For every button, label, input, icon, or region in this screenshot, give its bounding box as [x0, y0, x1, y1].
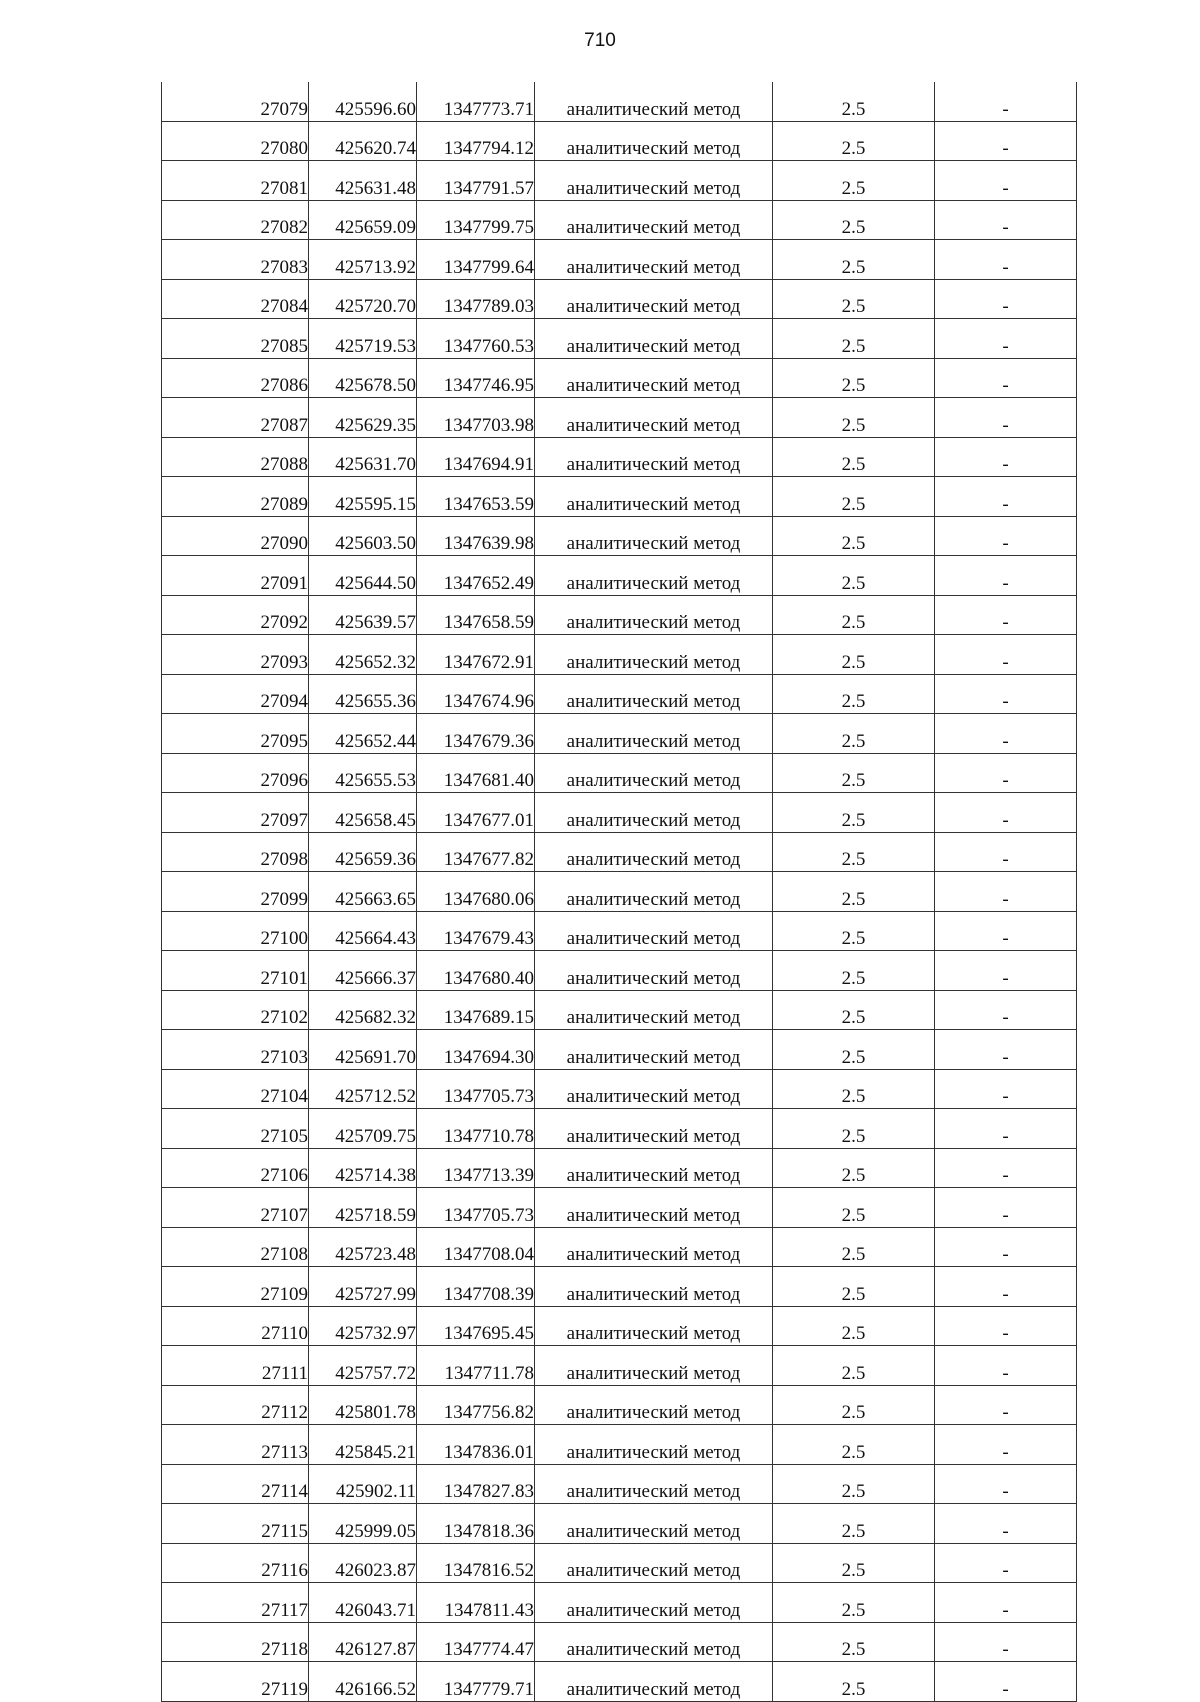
accuracy-cell: 2.5 — [773, 793, 935, 833]
point-number-cell: 27091 — [162, 556, 309, 596]
method-cell: аналитический метод — [535, 1425, 773, 1465]
note-cell: - — [935, 753, 1077, 793]
table-row — [162, 1622, 1077, 1662]
table-row — [162, 674, 1077, 714]
y-coordinate-cell: 1347779.71 — [417, 1662, 535, 1702]
point-number-cell: 27107 — [162, 1188, 309, 1228]
x-coordinate-cell: 426127.87 — [309, 1622, 417, 1662]
method-cell: аналитический метод — [535, 872, 773, 912]
note-cell: - — [935, 279, 1077, 319]
table-row — [162, 1306, 1077, 1346]
y-coordinate-cell: 1347680.06 — [417, 872, 535, 912]
method-cell: аналитический метод — [535, 1662, 773, 1702]
point-number-cell: 27108 — [162, 1227, 309, 1267]
note-cell: - — [935, 595, 1077, 635]
accuracy-cell: 2.5 — [773, 82, 935, 121]
note-cell: - — [935, 1662, 1077, 1702]
y-coordinate-cell: 1347653.59 — [417, 477, 535, 517]
x-coordinate-cell: 425595.15 — [309, 477, 417, 517]
accuracy-cell: 2.5 — [773, 674, 935, 714]
note-cell: - — [935, 516, 1077, 556]
table-row — [162, 1385, 1077, 1425]
point-number-cell: 27087 — [162, 398, 309, 438]
table-row — [162, 1425, 1077, 1465]
table-row — [162, 1583, 1077, 1623]
y-coordinate-cell: 1347694.30 — [417, 1030, 535, 1070]
point-number-cell: 27106 — [162, 1148, 309, 1188]
x-coordinate-cell: 425714.38 — [309, 1148, 417, 1188]
accuracy-cell: 2.5 — [773, 161, 935, 201]
method-cell: аналитический метод — [535, 1346, 773, 1386]
accuracy-cell: 2.5 — [773, 200, 935, 240]
y-coordinate-cell: 1347679.43 — [417, 911, 535, 951]
y-coordinate-cell: 1347816.52 — [417, 1543, 535, 1583]
x-coordinate-cell: 425659.36 — [309, 832, 417, 872]
y-coordinate-cell: 1347705.73 — [417, 1188, 535, 1228]
method-cell: аналитический метод — [535, 437, 773, 477]
accuracy-cell: 2.5 — [773, 635, 935, 675]
y-coordinate-cell: 1347708.04 — [417, 1227, 535, 1267]
x-coordinate-cell: 426043.71 — [309, 1583, 417, 1623]
note-cell: - — [935, 1583, 1077, 1623]
y-coordinate-cell: 1347677.82 — [417, 832, 535, 872]
note-cell: - — [935, 1464, 1077, 1504]
method-cell: аналитический метод — [535, 1464, 773, 1504]
y-coordinate-cell: 1347711.78 — [417, 1346, 535, 1386]
table-row — [162, 200, 1077, 240]
x-coordinate-cell: 425663.65 — [309, 872, 417, 912]
table-row — [162, 1662, 1077, 1702]
table-row — [162, 793, 1077, 833]
y-coordinate-cell: 1347827.83 — [417, 1464, 535, 1504]
table-row — [162, 753, 1077, 793]
method-cell: аналитический метод — [535, 358, 773, 398]
table-row — [162, 1030, 1077, 1070]
accuracy-cell: 2.5 — [773, 1385, 935, 1425]
accuracy-cell: 2.5 — [773, 1425, 935, 1465]
x-coordinate-cell: 425691.70 — [309, 1030, 417, 1070]
table-row — [162, 319, 1077, 359]
point-number-cell: 27114 — [162, 1464, 309, 1504]
method-cell: аналитический метод — [535, 1622, 773, 1662]
point-number-cell: 27115 — [162, 1504, 309, 1544]
x-coordinate-cell: 426166.52 — [309, 1662, 417, 1702]
y-coordinate-cell: 1347680.40 — [417, 951, 535, 991]
y-coordinate-cell: 1347658.59 — [417, 595, 535, 635]
note-cell: - — [935, 911, 1077, 951]
accuracy-cell: 2.5 — [773, 279, 935, 319]
accuracy-cell: 2.5 — [773, 1504, 935, 1544]
table-row — [162, 1543, 1077, 1583]
x-coordinate-cell: 425664.43 — [309, 911, 417, 951]
note-cell: - — [935, 358, 1077, 398]
accuracy-cell: 2.5 — [773, 556, 935, 596]
y-coordinate-cell: 1347713.39 — [417, 1148, 535, 1188]
note-cell: - — [935, 951, 1077, 991]
note-cell: - — [935, 832, 1077, 872]
x-coordinate-cell: 425713.92 — [309, 240, 417, 280]
method-cell: аналитический метод — [535, 714, 773, 754]
method-cell: аналитический метод — [535, 82, 773, 121]
note-cell: - — [935, 714, 1077, 754]
table-row — [162, 358, 1077, 398]
x-coordinate-cell: 425682.32 — [309, 990, 417, 1030]
accuracy-cell: 2.5 — [773, 1464, 935, 1504]
method-cell: аналитический метод — [535, 1030, 773, 1070]
point-number-cell: 27104 — [162, 1069, 309, 1109]
note-cell: - — [935, 1385, 1077, 1425]
note-cell: - — [935, 1622, 1077, 1662]
point-number-cell: 27083 — [162, 240, 309, 280]
y-coordinate-cell: 1347774.47 — [417, 1622, 535, 1662]
method-cell: аналитический метод — [535, 1227, 773, 1267]
note-cell: - — [935, 1346, 1077, 1386]
accuracy-cell: 2.5 — [773, 1662, 935, 1702]
method-cell: аналитический метод — [535, 595, 773, 635]
x-coordinate-cell: 425659.09 — [309, 200, 417, 240]
point-number-cell: 27095 — [162, 714, 309, 754]
accuracy-cell: 2.5 — [773, 1109, 935, 1149]
note-cell: - — [935, 1188, 1077, 1228]
point-number-cell: 27096 — [162, 753, 309, 793]
method-cell: аналитический метод — [535, 1188, 773, 1228]
note-cell: - — [935, 556, 1077, 596]
table-row — [162, 161, 1077, 201]
table-row — [162, 1148, 1077, 1188]
method-cell: аналитический метод — [535, 200, 773, 240]
accuracy-cell: 2.5 — [773, 911, 935, 951]
point-number-cell: 27093 — [162, 635, 309, 675]
accuracy-cell: 2.5 — [773, 398, 935, 438]
y-coordinate-cell: 1347652.49 — [417, 556, 535, 596]
note-cell: - — [935, 872, 1077, 912]
method-cell: аналитический метод — [535, 1306, 773, 1346]
point-number-cell: 27090 — [162, 516, 309, 556]
table-row — [162, 714, 1077, 754]
x-coordinate-cell: 425652.44 — [309, 714, 417, 754]
y-coordinate-cell: 1347791.57 — [417, 161, 535, 201]
x-coordinate-cell: 425727.99 — [309, 1267, 417, 1307]
point-number-cell: 27097 — [162, 793, 309, 833]
x-coordinate-cell: 425603.50 — [309, 516, 417, 556]
page-number: 710 — [584, 30, 616, 51]
note-cell: - — [935, 477, 1077, 517]
y-coordinate-cell: 1347681.40 — [417, 753, 535, 793]
table-row — [162, 872, 1077, 912]
accuracy-cell: 2.5 — [773, 1267, 935, 1307]
accuracy-cell: 2.5 — [773, 1227, 935, 1267]
table-row — [162, 437, 1077, 477]
point-number-cell: 27086 — [162, 358, 309, 398]
note-cell: - — [935, 161, 1077, 201]
note-cell: - — [935, 398, 1077, 438]
method-cell: аналитический метод — [535, 477, 773, 517]
point-number-cell: 27117 — [162, 1583, 309, 1623]
point-number-cell: 27088 — [162, 437, 309, 477]
y-coordinate-cell: 1347639.98 — [417, 516, 535, 556]
x-coordinate-cell: 425718.59 — [309, 1188, 417, 1228]
table-row — [162, 121, 1077, 161]
method-cell: аналитический метод — [535, 793, 773, 833]
y-coordinate-cell: 1347708.39 — [417, 1267, 535, 1307]
table-row — [162, 990, 1077, 1030]
method-cell: аналитический метод — [535, 279, 773, 319]
y-coordinate-cell: 1347811.43 — [417, 1583, 535, 1623]
table-row — [162, 1188, 1077, 1228]
accuracy-cell: 2.5 — [773, 872, 935, 912]
point-number-cell: 27111 — [162, 1346, 309, 1386]
method-cell: аналитический метод — [535, 319, 773, 359]
x-coordinate-cell: 425639.57 — [309, 595, 417, 635]
accuracy-cell: 2.5 — [773, 832, 935, 872]
point-number-cell: 27089 — [162, 477, 309, 517]
y-coordinate-cell: 1347818.36 — [417, 1504, 535, 1544]
y-coordinate-cell: 1347705.73 — [417, 1069, 535, 1109]
y-coordinate-cell: 1347773.71 — [417, 82, 535, 121]
y-coordinate-cell: 1347789.03 — [417, 279, 535, 319]
accuracy-cell: 2.5 — [773, 1148, 935, 1188]
note-cell: - — [935, 1425, 1077, 1465]
x-coordinate-cell: 425902.11 — [309, 1464, 417, 1504]
table-row — [162, 556, 1077, 596]
x-coordinate-cell: 425999.05 — [309, 1504, 417, 1544]
point-number-cell: 27080 — [162, 121, 309, 161]
point-number-cell: 27099 — [162, 872, 309, 912]
point-number-cell: 27105 — [162, 1109, 309, 1149]
table-row — [162, 279, 1077, 319]
accuracy-cell: 2.5 — [773, 753, 935, 793]
y-coordinate-cell: 1347672.91 — [417, 635, 535, 675]
note-cell: - — [935, 1543, 1077, 1583]
x-coordinate-cell: 425720.70 — [309, 279, 417, 319]
note-cell: - — [935, 319, 1077, 359]
y-coordinate-cell: 1347799.64 — [417, 240, 535, 280]
point-number-cell: 27081 — [162, 161, 309, 201]
note-cell: - — [935, 674, 1077, 714]
method-cell: аналитический метод — [535, 635, 773, 675]
note-cell: - — [935, 1306, 1077, 1346]
point-number-cell: 27082 — [162, 200, 309, 240]
point-number-cell: 27085 — [162, 319, 309, 359]
accuracy-cell: 2.5 — [773, 1069, 935, 1109]
accuracy-cell: 2.5 — [773, 714, 935, 754]
method-cell: аналитический метод — [535, 240, 773, 280]
method-cell: аналитический метод — [535, 121, 773, 161]
note-cell: - — [935, 200, 1077, 240]
method-cell: аналитический метод — [535, 1543, 773, 1583]
accuracy-cell: 2.5 — [773, 1543, 935, 1583]
point-number-cell: 27118 — [162, 1622, 309, 1662]
table-row — [162, 398, 1077, 438]
method-cell: аналитический метод — [535, 398, 773, 438]
x-coordinate-cell: 425658.45 — [309, 793, 417, 833]
y-coordinate-cell: 1347674.96 — [417, 674, 535, 714]
method-cell: аналитический метод — [535, 161, 773, 201]
note-cell: - — [935, 1148, 1077, 1188]
accuracy-cell: 2.5 — [773, 516, 935, 556]
accuracy-cell: 2.5 — [773, 240, 935, 280]
accuracy-cell: 2.5 — [773, 319, 935, 359]
x-coordinate-cell: 425620.74 — [309, 121, 417, 161]
y-coordinate-cell: 1347694.91 — [417, 437, 535, 477]
note-cell: - — [935, 635, 1077, 675]
table-body — [162, 82, 1077, 1701]
x-coordinate-cell: 425678.50 — [309, 358, 417, 398]
x-coordinate-cell: 425596.60 — [309, 82, 417, 121]
table-row — [162, 1227, 1077, 1267]
accuracy-cell: 2.5 — [773, 1188, 935, 1228]
table-row — [162, 1464, 1077, 1504]
note-cell: - — [935, 1030, 1077, 1070]
table-row — [162, 82, 1077, 121]
note-cell: - — [935, 1227, 1077, 1267]
method-cell: аналитический метод — [535, 753, 773, 793]
point-number-cell: 27094 — [162, 674, 309, 714]
x-coordinate-cell: 425757.72 — [309, 1346, 417, 1386]
method-cell: аналитический метод — [535, 951, 773, 991]
y-coordinate-cell: 1347677.01 — [417, 793, 535, 833]
method-cell: аналитический метод — [535, 832, 773, 872]
method-cell: аналитический метод — [535, 1385, 773, 1425]
accuracy-cell: 2.5 — [773, 990, 935, 1030]
note-cell: - — [935, 1109, 1077, 1149]
point-number-cell: 27119 — [162, 1662, 309, 1702]
method-cell: аналитический метод — [535, 1069, 773, 1109]
table-row — [162, 1504, 1077, 1544]
point-number-cell: 27112 — [162, 1385, 309, 1425]
accuracy-cell: 2.5 — [773, 1030, 935, 1070]
method-cell: аналитический метод — [535, 1109, 773, 1149]
table-row — [162, 477, 1077, 517]
y-coordinate-cell: 1347703.98 — [417, 398, 535, 438]
note-cell: - — [935, 990, 1077, 1030]
y-coordinate-cell: 1347760.53 — [417, 319, 535, 359]
x-coordinate-cell: 425801.78 — [309, 1385, 417, 1425]
point-number-cell: 27113 — [162, 1425, 309, 1465]
x-coordinate-cell: 425644.50 — [309, 556, 417, 596]
x-coordinate-cell: 425666.37 — [309, 951, 417, 991]
table-row — [162, 516, 1077, 556]
x-coordinate-cell: 425732.97 — [309, 1306, 417, 1346]
y-coordinate-cell: 1347794.12 — [417, 121, 535, 161]
accuracy-cell: 2.5 — [773, 477, 935, 517]
y-coordinate-cell: 1347756.82 — [417, 1385, 535, 1425]
x-coordinate-cell: 426023.87 — [309, 1543, 417, 1583]
method-cell: аналитический метод — [535, 556, 773, 596]
point-number-cell: 27084 — [162, 279, 309, 319]
accuracy-cell: 2.5 — [773, 121, 935, 161]
table-row — [162, 240, 1077, 280]
x-coordinate-cell: 425652.32 — [309, 635, 417, 675]
x-coordinate-cell: 425845.21 — [309, 1425, 417, 1465]
table-row — [162, 1069, 1077, 1109]
accuracy-cell: 2.5 — [773, 358, 935, 398]
point-number-cell: 27101 — [162, 951, 309, 991]
accuracy-cell: 2.5 — [773, 951, 935, 991]
y-coordinate-cell: 1347799.75 — [417, 200, 535, 240]
point-number-cell: 27110 — [162, 1306, 309, 1346]
point-number-cell: 27116 — [162, 1543, 309, 1583]
method-cell: аналитический метод — [535, 990, 773, 1030]
accuracy-cell: 2.5 — [773, 437, 935, 477]
table-row — [162, 832, 1077, 872]
method-cell: аналитический метод — [535, 674, 773, 714]
x-coordinate-cell: 425709.75 — [309, 1109, 417, 1149]
accuracy-cell: 2.5 — [773, 1346, 935, 1386]
note-cell: - — [935, 793, 1077, 833]
x-coordinate-cell: 425631.70 — [309, 437, 417, 477]
point-number-cell: 27079 — [162, 82, 309, 121]
method-cell: аналитический метод — [535, 911, 773, 951]
y-coordinate-cell: 1347710.78 — [417, 1109, 535, 1149]
note-cell: - — [935, 82, 1077, 121]
y-coordinate-cell: 1347679.36 — [417, 714, 535, 754]
method-cell: аналитический метод — [535, 1267, 773, 1307]
note-cell: - — [935, 240, 1077, 280]
method-cell: аналитический метод — [535, 516, 773, 556]
coordinates-table — [161, 82, 1077, 1702]
x-coordinate-cell: 425719.53 — [309, 319, 417, 359]
y-coordinate-cell: 1347746.95 — [417, 358, 535, 398]
y-coordinate-cell: 1347689.15 — [417, 990, 535, 1030]
point-number-cell: 27100 — [162, 911, 309, 951]
x-coordinate-cell: 425629.35 — [309, 398, 417, 438]
point-number-cell: 27109 — [162, 1267, 309, 1307]
table-row — [162, 1109, 1077, 1149]
note-cell: - — [935, 1267, 1077, 1307]
y-coordinate-cell: 1347836.01 — [417, 1425, 535, 1465]
x-coordinate-cell: 425631.48 — [309, 161, 417, 201]
x-coordinate-cell: 425655.36 — [309, 674, 417, 714]
accuracy-cell: 2.5 — [773, 1583, 935, 1623]
accuracy-cell: 2.5 — [773, 1306, 935, 1346]
table-row — [162, 1267, 1077, 1307]
y-coordinate-cell: 1347695.45 — [417, 1306, 535, 1346]
note-cell: - — [935, 437, 1077, 477]
x-coordinate-cell: 425655.53 — [309, 753, 417, 793]
point-number-cell: 27103 — [162, 1030, 309, 1070]
note-cell: - — [935, 1504, 1077, 1544]
table-row — [162, 635, 1077, 675]
point-number-cell: 27102 — [162, 990, 309, 1030]
table-row — [162, 595, 1077, 635]
method-cell: аналитический метод — [535, 1583, 773, 1623]
method-cell: аналитический метод — [535, 1504, 773, 1544]
method-cell: аналитический метод — [535, 1148, 773, 1188]
accuracy-cell: 2.5 — [773, 595, 935, 635]
accuracy-cell: 2.5 — [773, 1622, 935, 1662]
note-cell: - — [935, 121, 1077, 161]
x-coordinate-cell: 425723.48 — [309, 1227, 417, 1267]
table-row — [162, 1346, 1077, 1386]
point-number-cell: 27098 — [162, 832, 309, 872]
note-cell: - — [935, 1069, 1077, 1109]
point-number-cell: 27092 — [162, 595, 309, 635]
x-coordinate-cell: 425712.52 — [309, 1069, 417, 1109]
table-row — [162, 951, 1077, 991]
table-row — [162, 911, 1077, 951]
